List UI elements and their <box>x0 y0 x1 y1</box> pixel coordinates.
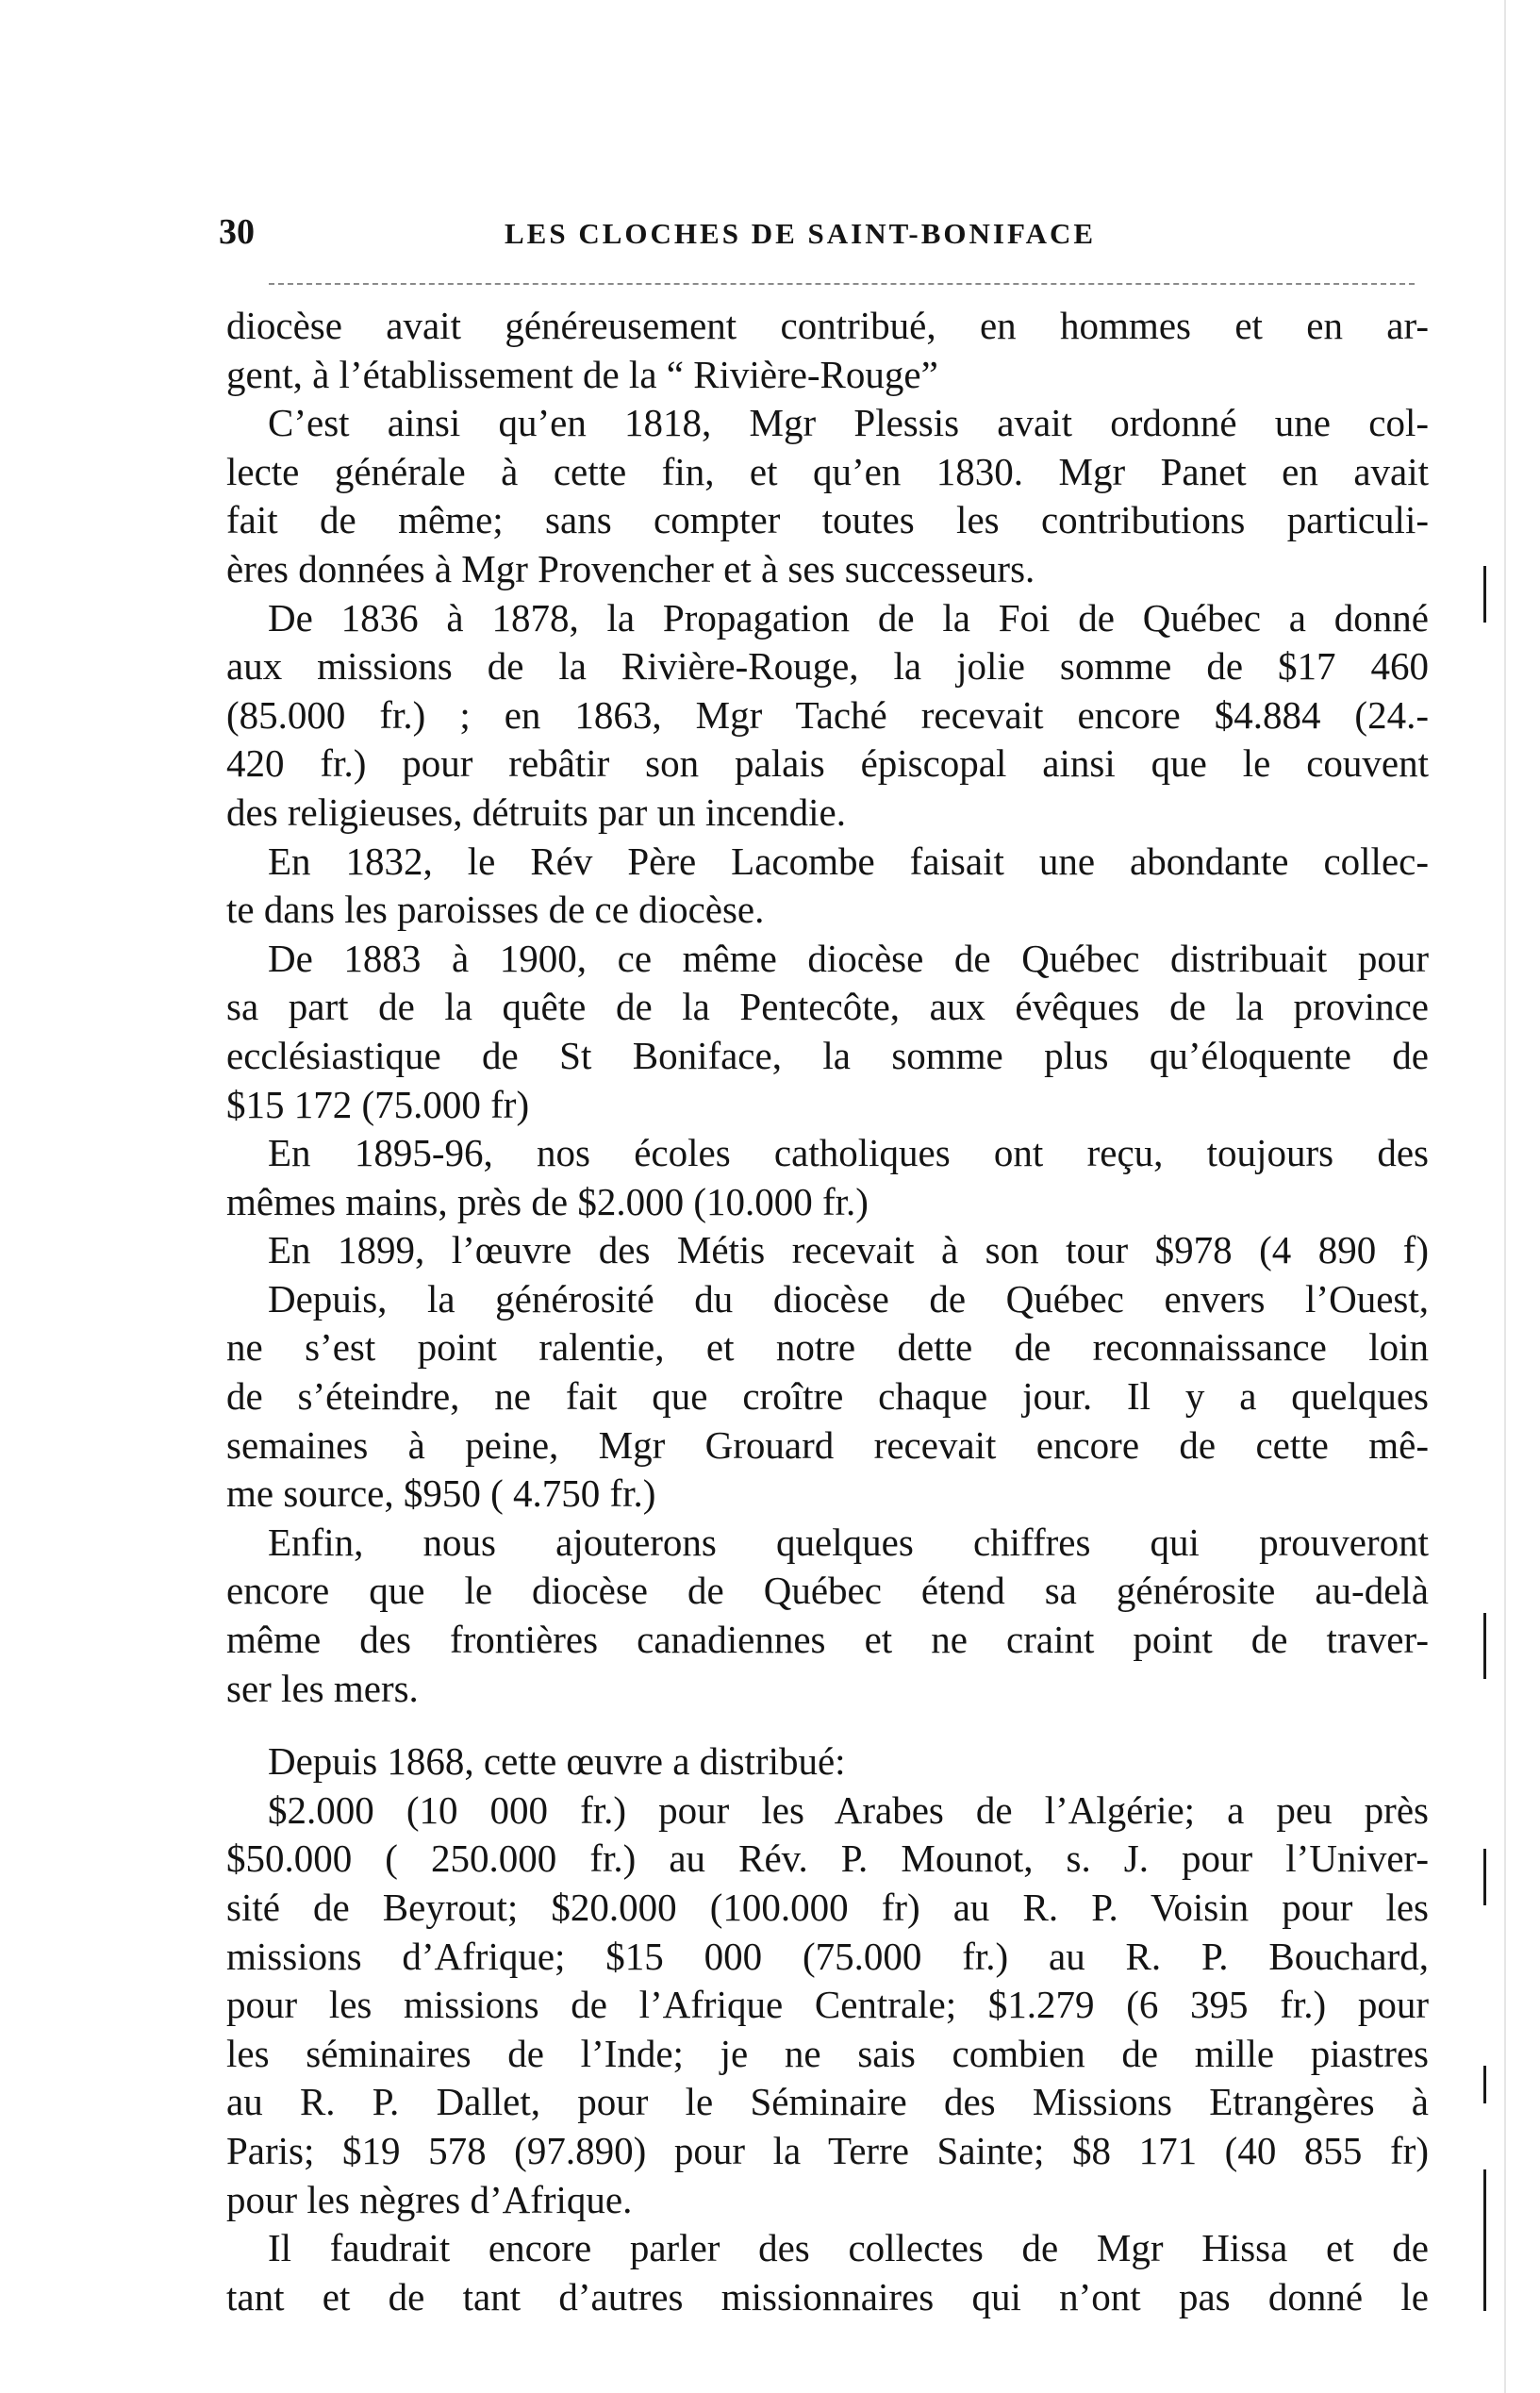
scan-mark <box>1483 1849 1486 1905</box>
scan-mark <box>1483 1613 1486 1679</box>
scan-mark <box>1483 2169 1486 2311</box>
body-text <box>226 302 1429 2321</box>
text-line: des religieuses, détruits par un incendie. <box>226 789 846 834</box>
running-title: LES CLOCHES DE SAINT-BONIFACE <box>505 217 1097 250</box>
text-line: C’est ainsi qu’en 1818, Mgr Plessis avait ordonné une col- <box>268 401 1429 445</box>
text-line: Il faudrait encore parler des collectes de Mgr Hissa et de <box>268 2226 1429 2270</box>
text-line: mêmes mains, près de $2.000 (10.000 fr.) <box>226 1179 869 1223</box>
text-line: ne s’est point ralentie, et notre dette de reconnaissance loin <box>226 1325 1429 1370</box>
text-line: $15 172 (75.000 fr) <box>226 1082 530 1126</box>
paragraph-gap <box>226 1713 1429 1737</box>
text-line: Depuis, la générosité du diocèse de Québec envers l’Ouest, <box>268 1276 1429 1321</box>
scan-mark <box>1483 566 1486 623</box>
scan-mark <box>1483 2066 1486 2103</box>
text-line: ser les mers. <box>226 1666 419 1710</box>
text-line: les séminaires de l’Inde; je ne sais combien de mille piastres <box>226 2031 1429 2075</box>
text-line: Depuis 1868, cette œuvre a distribué: <box>268 1739 846 1784</box>
text-line: De 1883 à 1900, ce même diocèse de Québec distribuait pour <box>268 936 1429 980</box>
text-line: tant et de tant d’autres missionnaires qui n’ont pas donné le <box>226 2274 1429 2318</box>
text-line: $2.000 (10 000 fr.) pour les Arabes de l’Algérie; a peu près <box>268 1787 1429 1832</box>
text-line: fait de même; sans compter toutes les contributions particuli- <box>226 498 1429 542</box>
text-line: Paris; $19 578 (97.890) pour la Terre Sainte; $8 171 (40 855 fr) <box>226 2128 1429 2172</box>
text-line: $50.000 ( 250.000 fr.) au Rév. P. Mounot, s. J. pour l’Univer- <box>226 1836 1429 1881</box>
text-line: En 1899, l’œuvre des Métis recevait à son tour $978 (4 890 f) <box>268 1228 1429 1272</box>
page-number: 30 <box>219 212 255 252</box>
text-line: missions d’Afrique; $15 000 (75.000 fr.) au R. P. Bouchard, <box>226 1934 1429 1978</box>
text-line: encore que le diocèse de Québec étend sa générosite au-delà <box>226 1569 1429 1613</box>
text-line: Enfin, nous ajouterons quelques chiffres qui prouveront <box>268 1520 1429 1564</box>
text-line: te dans les paroisses de ce diocèse. <box>226 888 765 932</box>
text-line: sa part de la quête de la Pentecôte, aux évêques de la province <box>226 985 1429 1029</box>
text-line: même des frontières canadiennes et ne craint point de traver- <box>226 1618 1429 1662</box>
text-line: (85.000 fr.) ; en 1863, Mgr Taché recevait encore $4.884 (24.- <box>226 692 1429 737</box>
text-line: pour les nègres d’Afrique. <box>226 2177 633 2221</box>
scan-mark <box>1504 0 1506 2393</box>
text-line: ères données à Mgr Provencher et à ses successeurs. <box>226 546 1035 590</box>
text-line: En 1832, le Rév Père Lacombe faisait une abondante collec- <box>268 839 1429 883</box>
text-line: 420 fr.) pour rebâtir son palais épiscopal ainsi que le couvent <box>226 741 1429 786</box>
text-line: De 1836 à 1878, la Propagation de la Foi de Québec a donné <box>268 595 1429 640</box>
text-line: En 1895-96, nos écoles catholiques ont reçu, toujours des <box>268 1131 1429 1175</box>
text-line: diocèse avait généreusement contribué, en hommes et en ar- <box>226 304 1429 347</box>
text-line: semaines à peine, Mgr Grouard recevait encore de cette mê- <box>226 1422 1429 1467</box>
text-line: de s’éteindre, ne fait que croître chaque jour. Il y a quelques <box>226 1374 1429 1419</box>
text-line: me source, $950 ( 4.750 fr.) <box>226 1471 656 1516</box>
text-line: aux missions de la Rivière-Rouge, la jolie somme de $17 460 <box>226 644 1429 689</box>
header-rule <box>269 283 1415 285</box>
text-line: ecclésiastique de St Boniface, la somme plus qu’éloquente de <box>226 1033 1429 1077</box>
text-line: pour les missions de l’Afrique Centrale; $1.279 (6 395 fr.) pour <box>226 1983 1429 2027</box>
text-line: sité de Beyrout; $20.000 (100.000 fr) au R. P. Voisin pour les <box>226 1886 1429 1929</box>
text-line: gent, à l’établissement de la “ Rivière-Rouge” <box>226 352 938 396</box>
text-line: au R. P. Dallet, pour le Séminaire des Missions Etrangères à <box>226 2080 1429 2124</box>
text-line: lecte générale à cette fin, et qu’en 1830. Mgr Panet en avait <box>226 449 1429 493</box>
